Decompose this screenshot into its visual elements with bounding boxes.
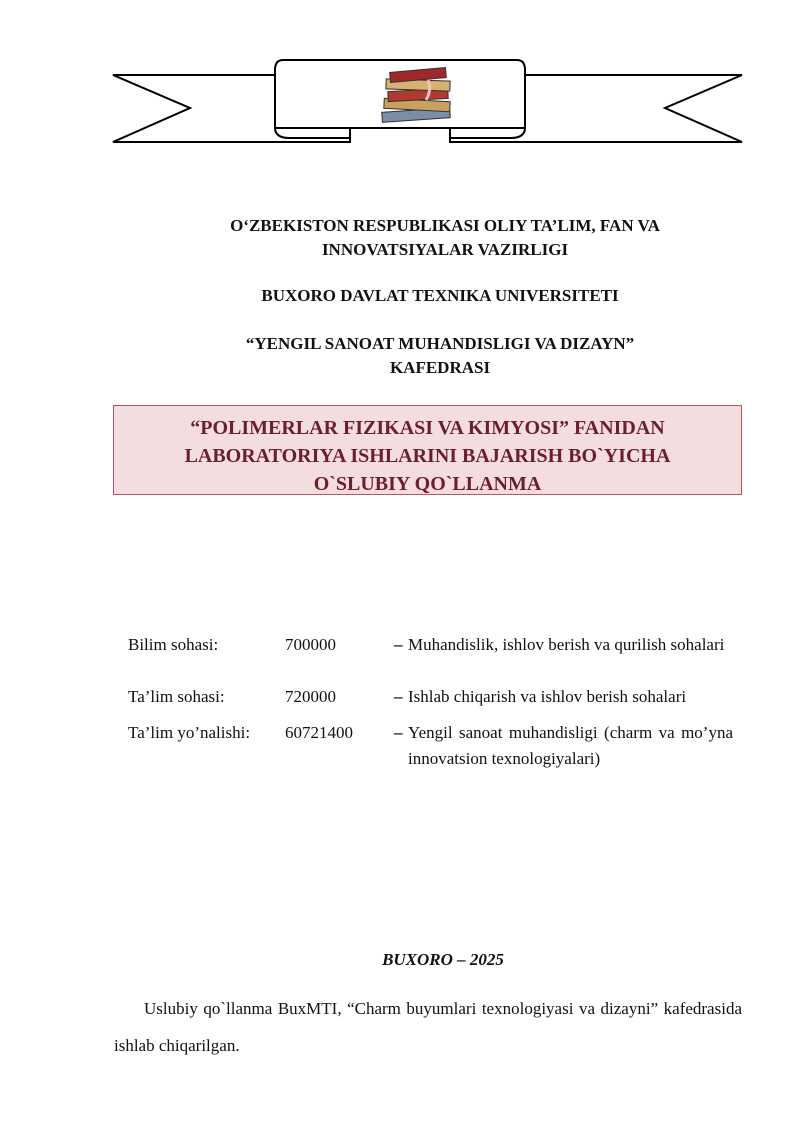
info-code: 60721400 (285, 723, 353, 742)
department-line-2: KAFEDRASI (389, 358, 491, 377)
title-line-2: LABORATORIYA ISHLARINI BAJARISH BO`YICHA (184, 445, 671, 467)
info-label: Ta’lim yo’nalishi: (128, 723, 251, 742)
title-line-1: “POLIMERLAR FIZIKASI VA KIMYOSI” FANIDAN (190, 417, 665, 439)
info-label: Bilim sohasi: (128, 635, 219, 654)
city-year: BUXORO – 2025 (382, 950, 504, 969)
document-title (113, 405, 742, 495)
info-code: 720000 (285, 687, 336, 706)
department-heading (130, 332, 750, 380)
info-label: Ta’lim sohasi: (128, 687, 225, 706)
info-value: Ishlab chiqarish va ishlov berish sohalari (408, 687, 687, 706)
info-dash: – (394, 635, 403, 654)
title-line-3: O`SLUBIY QO`LLANMA (313, 473, 542, 495)
ministry-heading (150, 214, 740, 262)
ribbon-banner (0, 40, 800, 160)
info-row (128, 632, 733, 684)
info-dash: – (394, 723, 403, 742)
university-name: BUXORO DAVLAT TEXNIKA UNIVERSITETI (261, 286, 619, 305)
ministry-line-2: INNOVATSIYALAR VAZIRLIGI (321, 240, 569, 259)
info-dash: – (394, 687, 403, 706)
info-table (128, 632, 733, 780)
ministry-line-1: O‘ZBEKISTON RESPUBLIKASI OLIY TA’LIM, FAN VA (230, 216, 660, 235)
department-line-1: “YENGIL SANOAT MUHANDISLIGI VA DIZAYN” (245, 334, 635, 353)
info-row (128, 684, 733, 720)
info-row (128, 720, 733, 780)
info-code: 700000 (285, 635, 336, 654)
info-value: Muhandislik, ishlov berish va qurilish sohalari (408, 635, 725, 654)
publication-note: Uslubiy qo`llanma BuxMTI, “Charm buyumlari texnologiyasi va dizayni” kafedrasida ishlab chiqarilgan. (114, 999, 742, 1055)
books-stack-icon (382, 68, 451, 123)
info-value: Yengil sanoat muhandisligi (charm va mo’yna innovatsion texnologiyalari) (408, 723, 733, 768)
